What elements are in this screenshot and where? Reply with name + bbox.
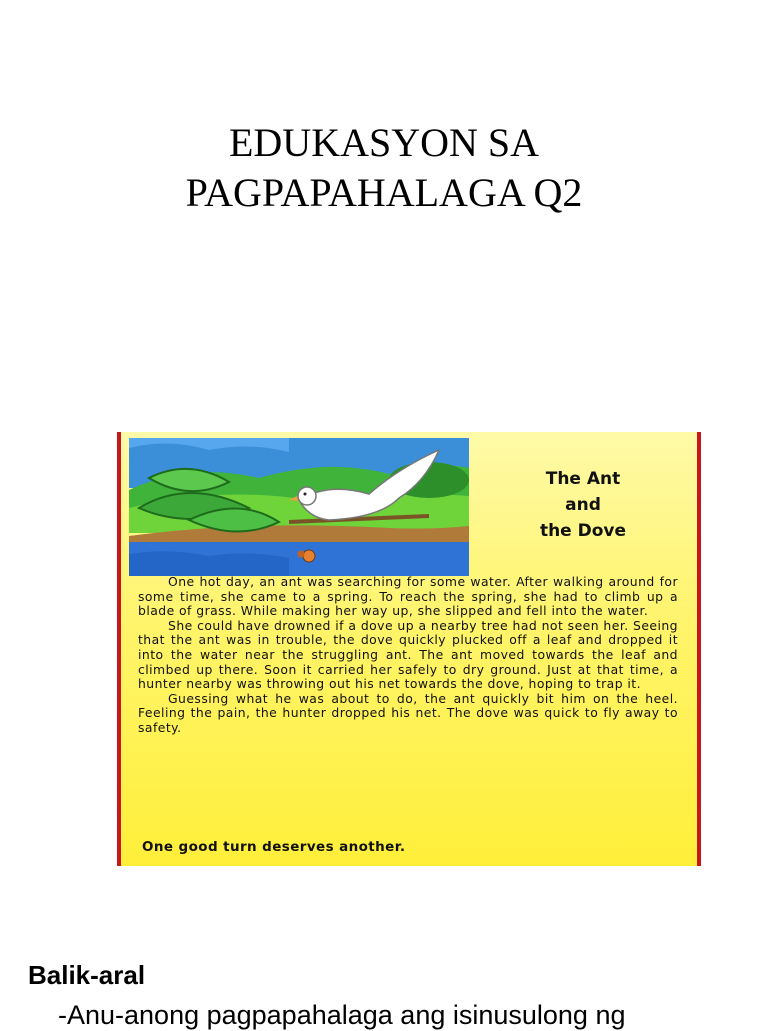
review-heading: Balik-aral — [28, 960, 146, 990]
story-title-line3: the Dove — [539, 521, 627, 541]
story-paragraph: Guessing what he was about to do, the ant quickly bit him on the heel. Feeling the pain, the hunter dropped his net. The dove was quick to fly away to safety. — [138, 690, 678, 735]
ant-and-dove-illustration — [129, 438, 469, 576]
story-paragraph: One hot day, an ant was searching for some water. After walking around for some time, she came to a spring. To reach the spring, she had to climb up a blade of grass. While making her way up, she slipped and fell into the water. — [138, 574, 678, 619]
story-card — [117, 432, 701, 866]
story-text — [138, 575, 678, 736]
slide-title-line2: PAGPAPAHALAGA Q2 — [185, 170, 583, 215]
story-title-line2: and — [565, 495, 601, 515]
review-question: -Anu-anong pagpapahalaga ang isinusulong ng — [58, 1000, 626, 1030]
slide-title-line1: EDUKASYON SA — [228, 120, 540, 165]
story-moral: One good turn deserves another. — [142, 839, 406, 855]
story-title — [493, 466, 673, 544]
story-title-line1: The Ant — [545, 469, 621, 489]
story-paragraph: She could have drowned if a dove up a nearby tree had not seen her. Seeing that the ant was in trouble, the dove quickly plucked off a leaf and dropped it into the water near the struggling ant. The ant moved towards the leaf and climbed up there. Soon it carried her safely to dry ground. Just at that time, a hunter nearby was throwing out his net towards the dove, hoping to trap it. — [138, 617, 678, 692]
slide-title — [0, 118, 768, 218]
